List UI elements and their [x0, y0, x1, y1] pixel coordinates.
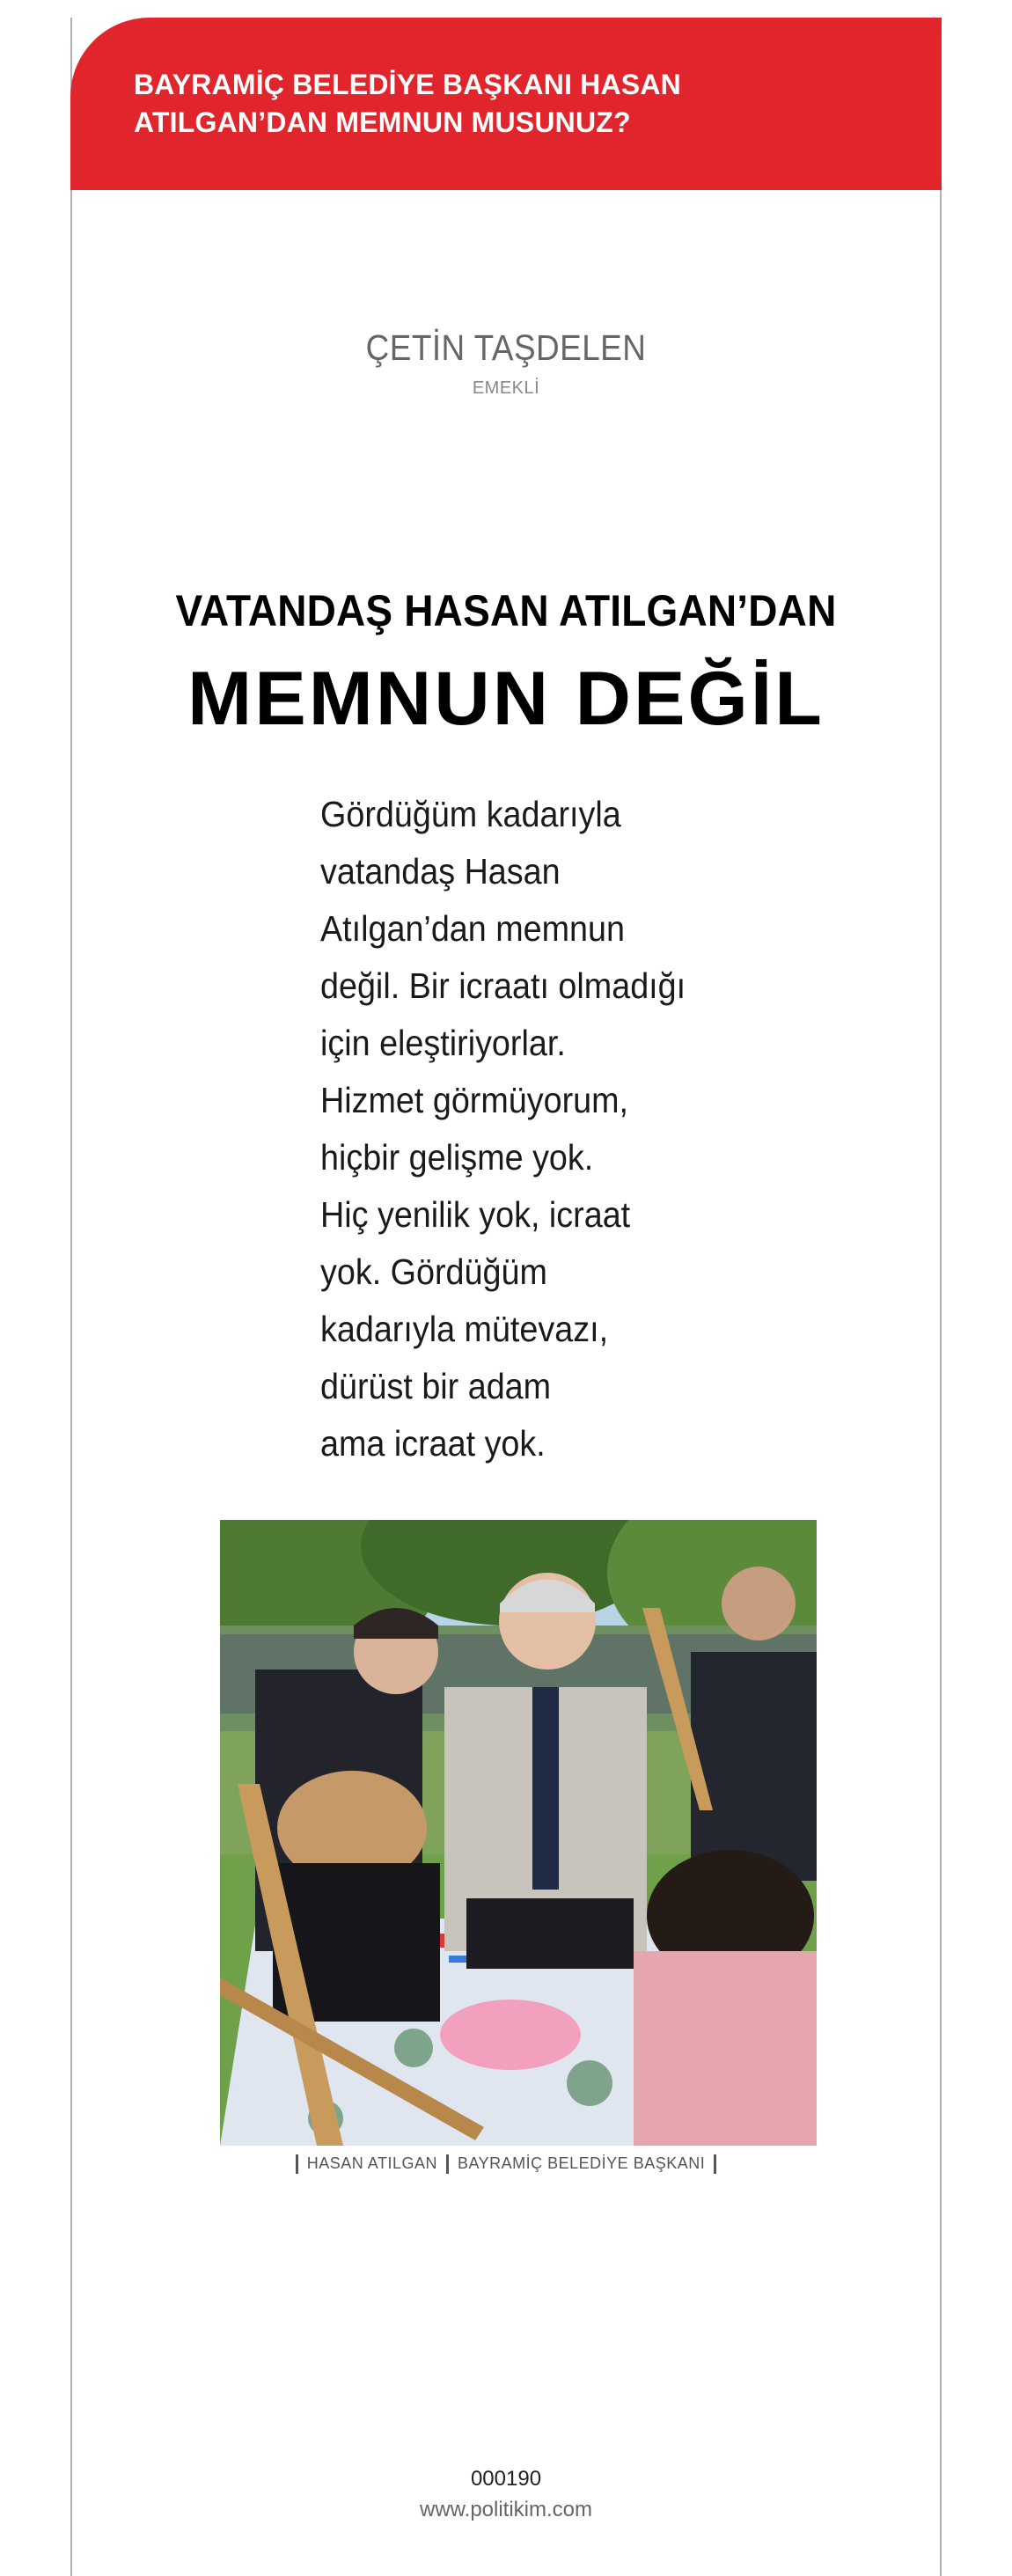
headline-top: VATANDAŞ HASAN ATILGAN’DAN	[175, 586, 837, 635]
body-line: vatandaş Hasan	[320, 851, 561, 892]
footer-id: 000190	[470, 2467, 542, 2491]
header-banner	[70, 18, 942, 190]
body-line: Hiç yenilik yok, icraat	[320, 1194, 631, 1235]
body-line: Atılgan’dan memnun	[320, 908, 625, 949]
body-line: kadarıyla mütevazı,	[320, 1309, 609, 1349]
body-text	[320, 786, 725, 1472]
footer-url[interactable]: www.politikim.com	[419, 2498, 593, 2521]
body-line: Gördüğüm kadarıyla	[320, 794, 621, 834]
body-line: dürüst bir adam	[320, 1366, 552, 1406]
caption-divider	[446, 2154, 449, 2174]
banner-title: BAYRAMİÇ BELEDİYE BAŞKANI HASAN ATILGAN’DAN MEMNUN MUSUNUZ?	[134, 69, 681, 138]
caption-name: HASAN ATILGAN	[306, 2154, 437, 2172]
author-name: ÇETİN TAŞDELEN	[365, 327, 647, 368]
article-photo	[220, 1520, 817, 2146]
photo-caption	[0, 2154, 1012, 2174]
body-line: Hizmet görmüyorum,	[320, 1080, 629, 1120]
caption-divider	[296, 2154, 298, 2174]
body-line: hiçbir gelişme yok.	[320, 1137, 594, 1178]
author-role: EMEKLİ	[472, 378, 540, 398]
caption-title: BAYRAMİÇ BELEDİYE BAŞKANI	[457, 2154, 706, 2172]
body-line: yok. Gördüğüm	[320, 1251, 547, 1292]
headline-main: MEMNUN DEĞİL	[187, 657, 825, 741]
body-line: ama icraat yok.	[320, 1423, 546, 1464]
caption-divider	[714, 2154, 716, 2174]
body-line: için eleştiriyorlar.	[320, 1023, 566, 1063]
body-line: değil. Bir icraatı olmadığı	[320, 965, 686, 1006]
